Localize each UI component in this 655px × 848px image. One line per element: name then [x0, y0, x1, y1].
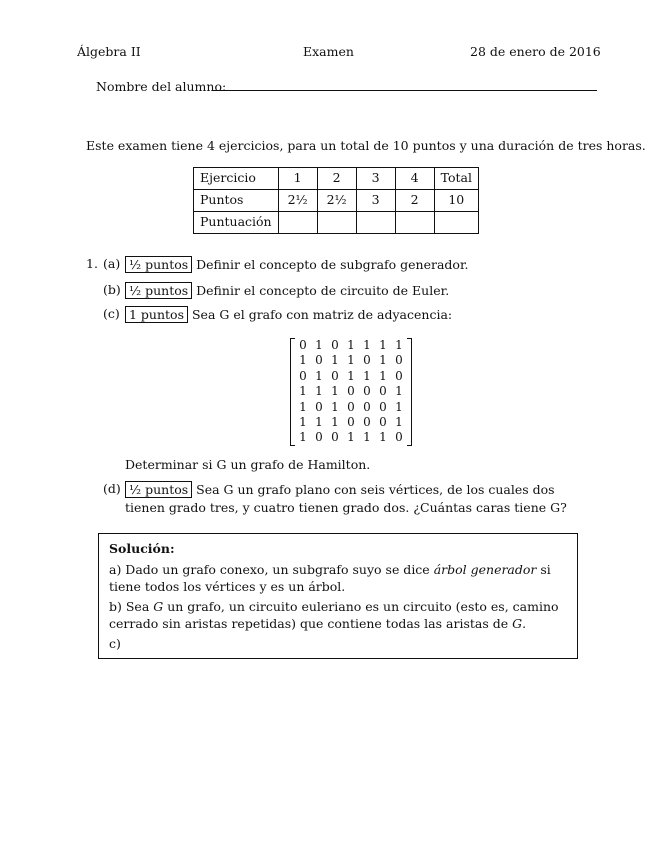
matrix-cell: 1	[379, 430, 387, 445]
row-label: Puntuación	[194, 212, 279, 234]
matrix-cell: 0	[363, 353, 371, 368]
points-box: ½ puntos	[125, 282, 192, 299]
solution-var: G	[512, 615, 523, 631]
matrix-cell: 0	[363, 399, 371, 414]
score-cell[interactable]	[317, 212, 356, 234]
row-label: Puntos	[194, 190, 279, 212]
matrix-cell: 1	[363, 430, 371, 445]
matrix-cell: 1	[315, 384, 323, 399]
item-text: Definir el concepto de circuito de Euler.	[196, 283, 450, 298]
matrix-cell: 1	[331, 414, 339, 429]
points-cell: 2½	[317, 190, 356, 212]
item-b	[125, 282, 449, 300]
matrix-cell: 1	[315, 368, 323, 383]
matrix-cell: 0	[379, 414, 387, 429]
column-header: Total	[434, 168, 478, 190]
solution-b	[109, 598, 571, 632]
matrix-cell: 1	[347, 430, 355, 445]
matrix-cell: 0	[315, 353, 323, 368]
item-d	[125, 481, 585, 517]
exam-date: 28 de enero de 2016	[470, 44, 601, 59]
matrix-cell: 0	[331, 338, 339, 352]
matrix-cell: 0	[331, 430, 339, 445]
matrix-cell: 1	[299, 414, 307, 429]
matrix-cell: 1	[299, 384, 307, 399]
matrix-cell: 1	[315, 414, 323, 429]
score-table	[193, 167, 479, 234]
matrix-cell: 1	[331, 384, 339, 399]
item-label: (d)	[103, 481, 121, 496]
matrix-cell: 0	[395, 368, 403, 383]
table-row	[194, 212, 479, 234]
points-box: 1 puntos	[125, 306, 188, 323]
matrix-cell: 0	[299, 368, 307, 383]
points-cell: 2½	[278, 190, 317, 212]
score-cell[interactable]	[395, 212, 434, 234]
matrix-cell: 1	[331, 399, 339, 414]
matrix-row	[295, 353, 407, 368]
solution-text: .	[522, 615, 527, 631]
matrix-cell: 1	[299, 399, 307, 414]
matrix-cell: 1	[347, 353, 355, 368]
item-c	[125, 306, 452, 324]
solution-box	[98, 533, 578, 659]
item-label: (a)	[103, 256, 121, 271]
matrix-cell: 0	[331, 368, 339, 383]
points-cell: 2	[395, 190, 434, 212]
matrix-cell: 1	[347, 338, 355, 352]
item-text: Definir el concepto de subgrafo generador.	[196, 257, 469, 272]
matrix-cell: 1	[331, 353, 339, 368]
matrix-row	[295, 338, 407, 353]
matrix-cell: 1	[347, 368, 355, 383]
matrix-row	[295, 369, 407, 384]
column-header: 3	[356, 168, 395, 190]
matrix-cell: 0	[315, 399, 323, 414]
matrix-cell: 0	[379, 384, 387, 399]
matrix-cell: 0	[347, 414, 355, 429]
score-cell[interactable]	[356, 212, 395, 234]
points-box: ½ puntos	[125, 481, 192, 498]
matrix-cell: 0	[395, 353, 403, 368]
matrix-cell: 1	[395, 338, 403, 352]
matrix-cell: 0	[363, 414, 371, 429]
solution-text: un grafo, un circuito euleriano es un circuito (esto es, camino cerrado sin aristas repetidas) que contiene todas las aristas de	[109, 598, 559, 631]
solution-text: si tiene todos los vértices y es un árbol.	[109, 561, 551, 594]
matrix-cell: 0	[347, 384, 355, 399]
solution-var: G	[153, 598, 164, 614]
solution-text: b) Sea	[109, 598, 154, 614]
item-text: Sea G un grafo plano con seis vértices, de los cuales dos tienen grado tres, y cuatro tienen grado dos. ¿Cuántas caras tiene G?	[125, 482, 567, 515]
exercise-number: 1.	[86, 256, 98, 271]
student-name-field[interactable]	[213, 90, 597, 91]
score-cell[interactable]	[278, 212, 317, 234]
points-cell: 10	[434, 190, 478, 212]
matrix-cell: 0	[315, 430, 323, 445]
matrix-row	[295, 400, 407, 415]
table-row	[194, 168, 479, 190]
matrix-cell: 1	[299, 353, 307, 368]
points-box: ½ puntos	[125, 256, 192, 273]
matrix-cell: 1	[379, 353, 387, 368]
item-text: Sea G el grafo con matriz de adyacencia:	[191, 307, 453, 322]
score-cell[interactable]	[434, 212, 478, 234]
matrix-cell: 1	[363, 338, 371, 352]
item-label: (c)	[103, 306, 120, 321]
column-header: 2	[317, 168, 356, 190]
matrix-cell: 0	[363, 384, 371, 399]
matrix-cell: 1	[299, 430, 307, 445]
matrix-cell: 1	[395, 399, 403, 414]
table-row	[194, 190, 479, 212]
matrix-cell: 0	[395, 430, 403, 445]
item-label: (b)	[103, 282, 121, 297]
matrix-cell: 1	[395, 384, 403, 399]
adjacency-matrix	[290, 338, 412, 446]
matrix-cell: 0	[299, 338, 307, 352]
matrix-row	[295, 384, 407, 399]
solution-c: c)	[109, 635, 121, 651]
matrix-cell: 1	[379, 338, 387, 352]
matrix-cell: 1	[363, 368, 371, 383]
hamilton-question: Determinar si G un grafo de Hamilton.	[125, 457, 371, 472]
matrix-cell: 0	[347, 399, 355, 414]
column-header: 4	[395, 168, 434, 190]
matrix-right-bracket	[407, 338, 412, 446]
matrix-cell: 1	[395, 414, 403, 429]
exam-title: Examen	[303, 44, 354, 59]
course-name: Álgebra II	[77, 44, 141, 59]
row-label: Ejercicio	[194, 168, 279, 190]
points-cell: 3	[356, 190, 395, 212]
matrix-cell: 1	[315, 338, 323, 352]
matrix-grid	[295, 338, 407, 446]
solution-text: a) Dado un grafo conexo, un subgrafo suyo se dice	[109, 561, 434, 577]
solution-title: Solución:	[109, 541, 175, 556]
column-header: 1	[278, 168, 317, 190]
solution-term: árbol generador	[433, 561, 537, 577]
item-a	[125, 256, 469, 274]
solution-a	[109, 561, 571, 595]
matrix-row	[295, 415, 407, 430]
exam-intro: Este examen tiene 4 ejercicios, para un total de 10 puntos y una duración de tres horas.	[86, 138, 646, 153]
student-name-label: Nombre del alumno:	[96, 79, 227, 94]
matrix-cell: 0	[379, 399, 387, 414]
matrix-cell: 1	[379, 368, 387, 383]
matrix-row	[295, 430, 407, 445]
